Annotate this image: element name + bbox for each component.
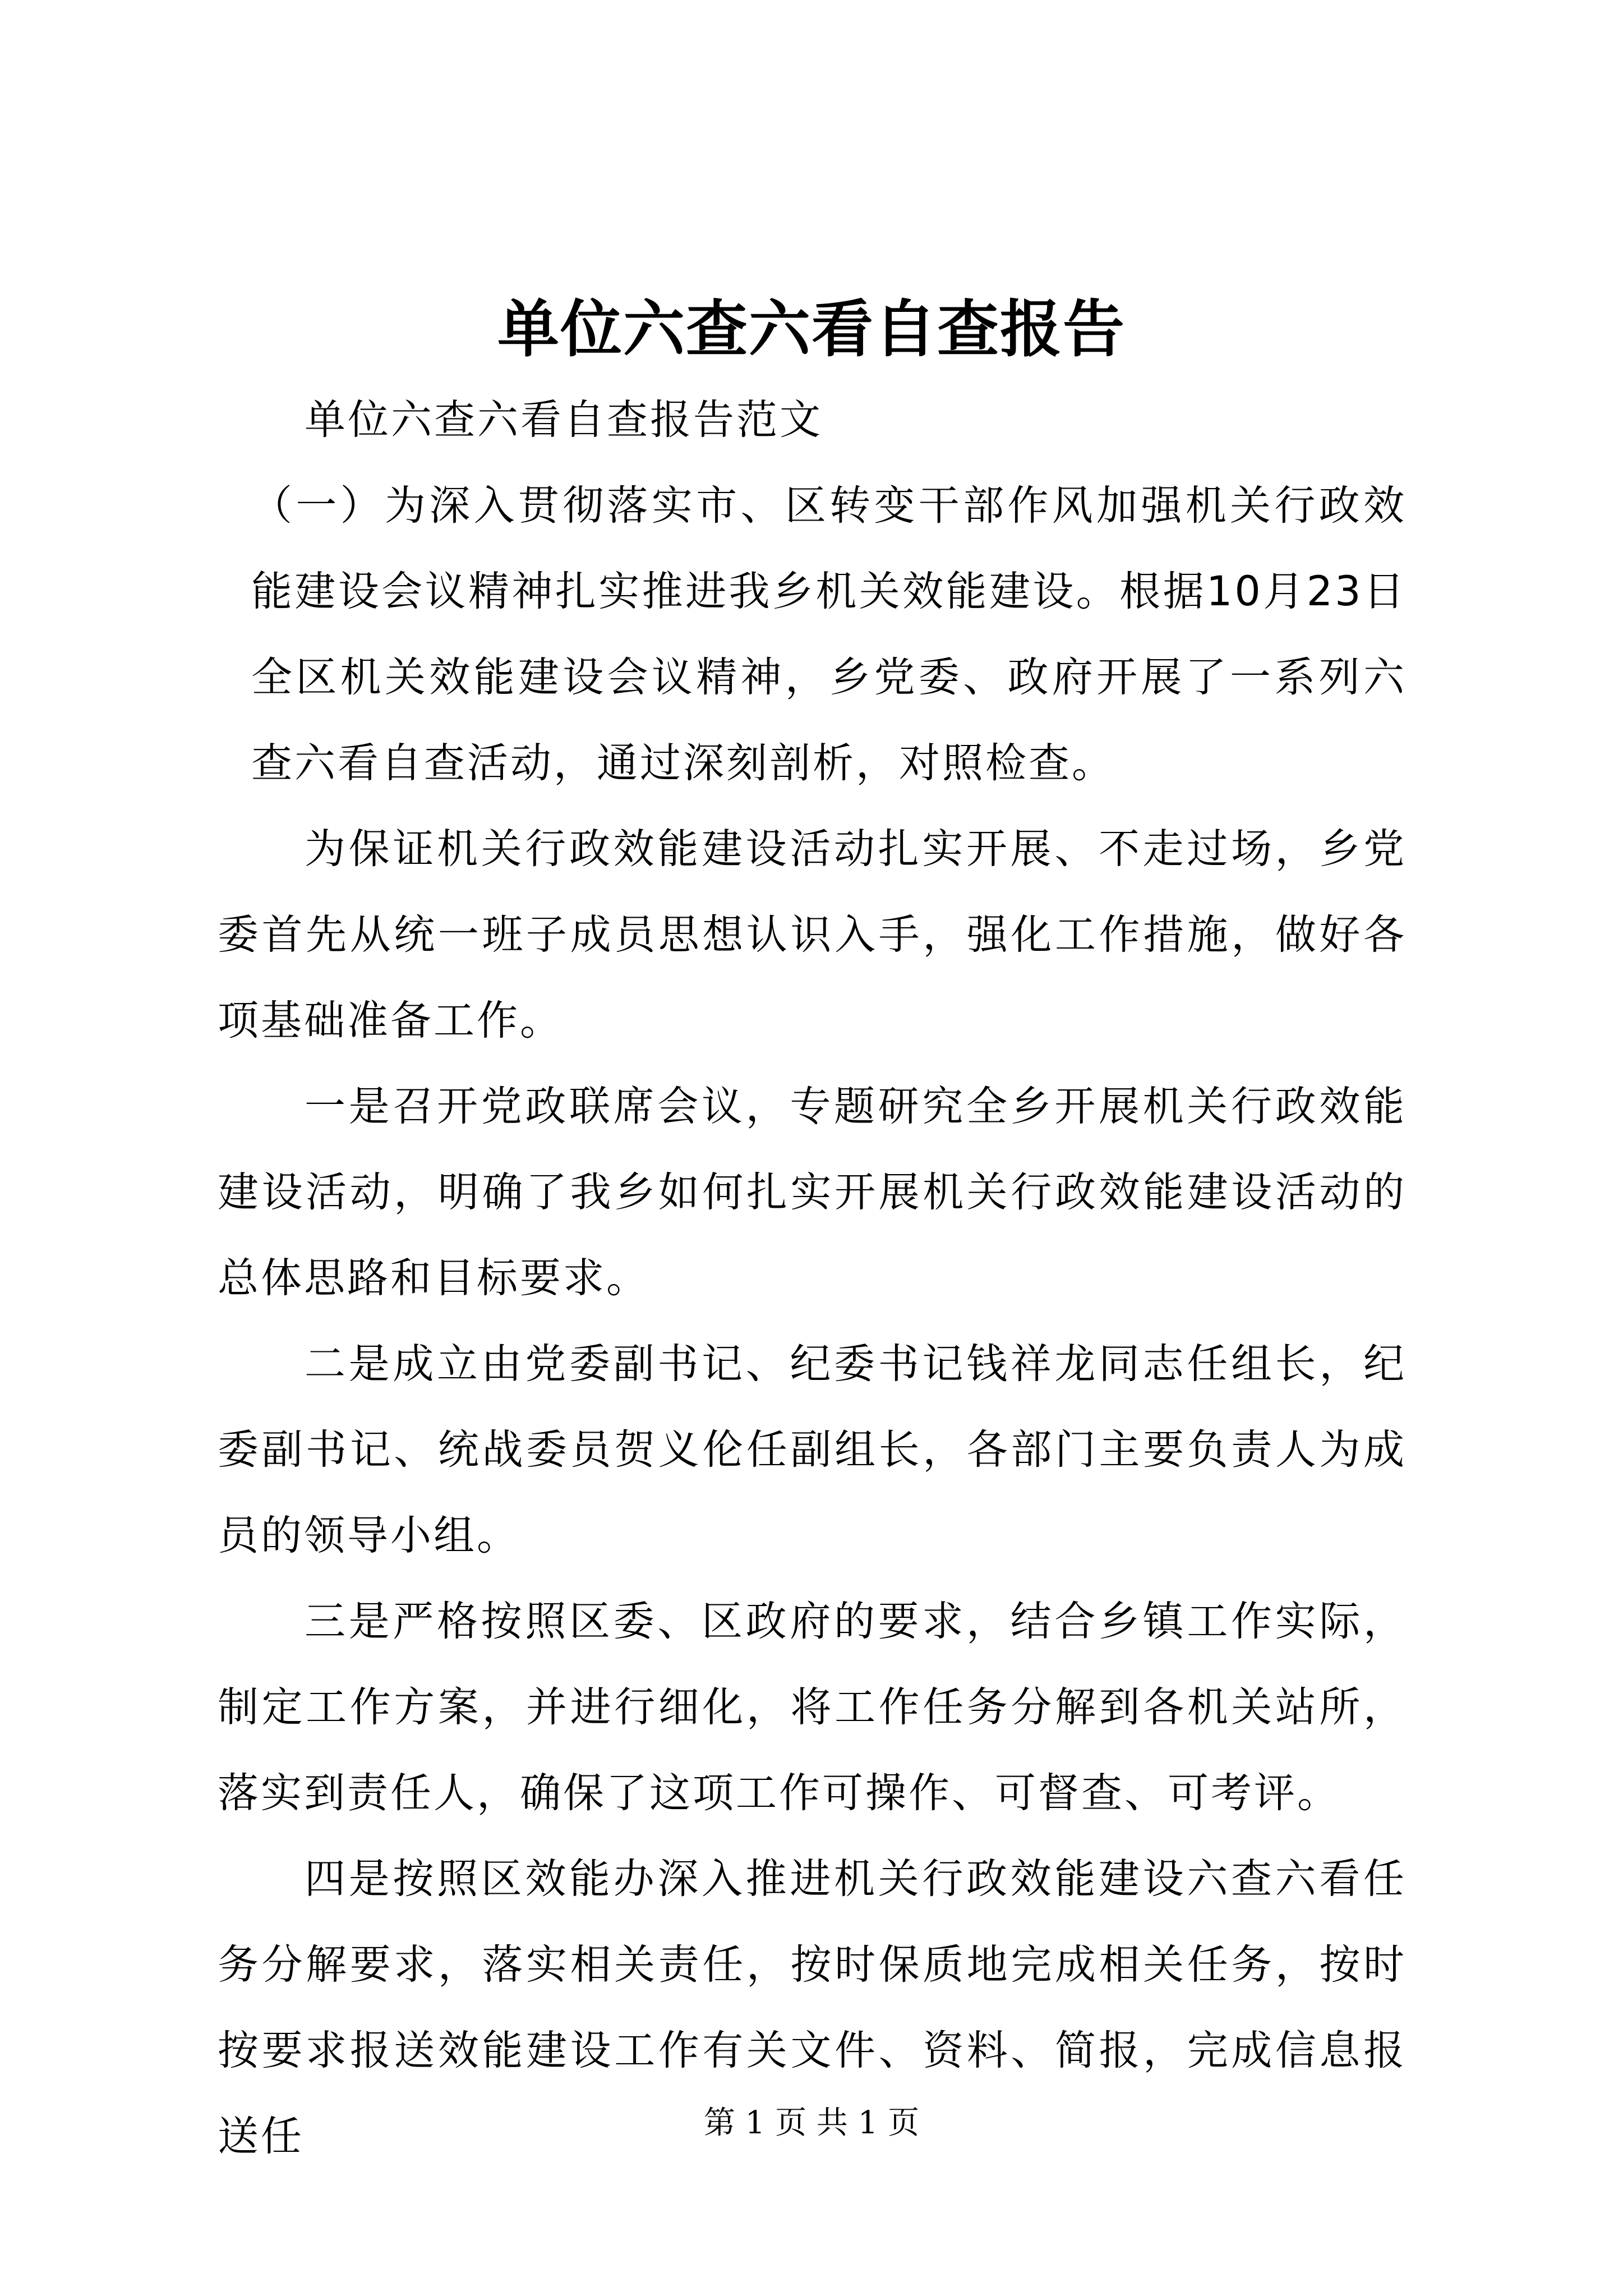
paragraph-2: 为保证机关行政效能建设活动扎实开展、不走过场，乡党委首先从统一班子成员思想认识入手，强化工作措施，做好各项基础准备工作。 [218,825,1407,1045]
paragraph-1: （一）为深入贯彻落实市、区转变干部作风加强机关行政效能建设会议精神扎实推进我乡机关效能建设。根据10月23日全区机关效能建设会议精神，乡党委、政府开展了一系列六查六看自查活动，通过深刻剖析，对照检查。 [251,482,1407,787]
page-number-footer: 第 1 页 共 1 页 [703,2105,920,2141]
paragraph-3: 一是召开党政联席会议，专题研究全乡开展机关行政效能建设活动，明确了我乡如何扎实开展机关行政效能建设活动的总体思路和目标要求。 [218,1083,1407,1302]
document-body [218,377,1407,2179]
paragraph-4: 二是成立由党委副书记、纪委书记钱祥龙同志任组长，纪委副书记、统战委员贺义伦任副组长，各部门主要负责人为成员的领导小组。 [218,1340,1407,1559]
document-title: 单位六查六看自查报告 [497,293,1126,365]
paragraph-5: 三是严格按照区委、区政府的要求，结合乡镇工作实际，制定工作方案，并进行细化，将工作任务分解到各机关站所，落实到责任人，确保了这项工作可操作、可督查、可考评。 [218,1598,1407,1817]
paragraph-6: 四是按照区效能办深入推进机关行政效能建设六查六看任务分解要求，落实相关责任，按时保质地完成相关任务，按时按要求报送效能建设工作有关文件、资料、简报，完成信息报送任 [218,1855,1407,2160]
paragraph-subtitle: 单位六查六看自查报告范文 [305,396,823,444]
